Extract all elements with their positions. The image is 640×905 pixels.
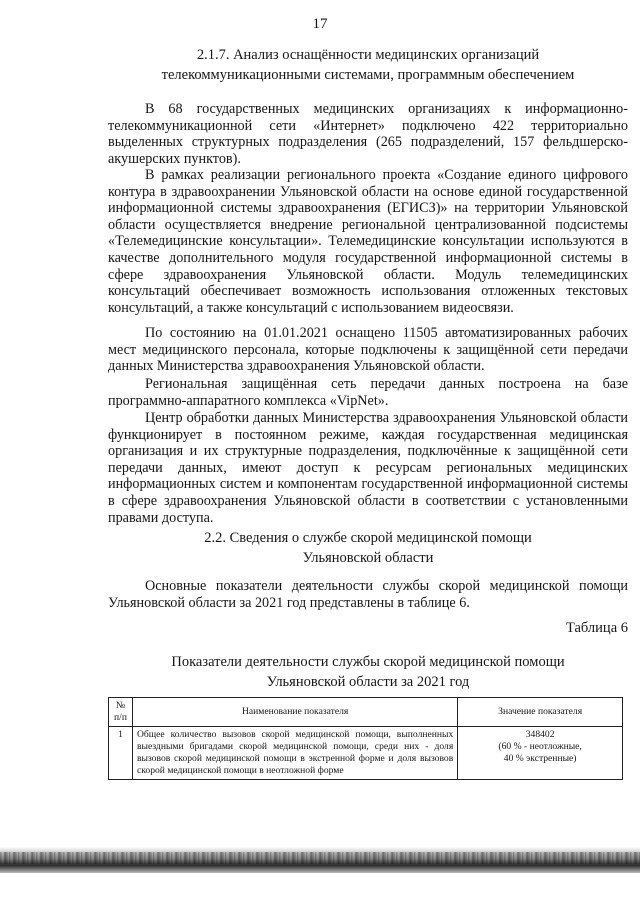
table-caption (108, 652, 628, 692)
table-label: Таблица 6 (565, 620, 628, 636)
page-number: 17 (312, 16, 328, 32)
indicators-table (108, 697, 623, 780)
header-num: № п/п (109, 698, 133, 727)
paragraph: По состоянию на 01.01.2021 оснащено 11505 автоматизированных рабочих мест медицинского персонала, которые подключены к защищённой сети передачи данных Министерства здравоохранения Ульяновской области. (108, 325, 628, 375)
heading-line: телекоммуникационными системами, программным обеспечением (161, 67, 575, 83)
row-value (458, 727, 623, 780)
scan-edge-noise (0, 852, 640, 864)
heading-line: 2.2. Сведения о службе скорой медицинской помощи (204, 530, 532, 546)
caption-line: Показатели деятельности службы скорой медицинской помощи (171, 654, 565, 670)
header-name: Наименование показателя (132, 698, 457, 727)
table-header-row (109, 698, 623, 727)
value-detail: (60 % - неотложные, (498, 741, 582, 752)
row-num: 1 (109, 727, 133, 780)
paragraph: Центр обработки данных Министерства здравоохранения Ульяновской области функционирует в постоянном режиме, каждая государственная медицинская организация и их структурные подразделения, подключённые к защищённой сети передачи данных, имеют доступ к ресурсам региональных медицинских информационных систем и компонентам государственной информационной системы в сфере здравоохранения Ульяновской области в соответствии с установленными правами доступа. (108, 410, 628, 526)
value-main: 348402 (525, 729, 555, 740)
row-name: Общее количество вызовов скорой медицинской помощи, выполненных выездными бригадами скорой медицинской помощи, среди них - доля вызовов скорой медицинской помощи в экстренной форме и доля вызовов скорой медицинской помощи в неотложной форме (132, 727, 457, 780)
paragraph: В рамках реализации регионального проекта «Создание единого цифрового контура в здравоохранении Ульяновской области на основе единой государственной информационной системы здравоохранения (ЕГИСЗ)» на территории Ульяновской области осуществляется внедрение региональной централизованной подсистемы «Телемедицинские консультации». Телемедицинские консультации используются в качестве дополнительного модуля государственной информационной системы в сфере здравоохранения Ульяновской области. Модуль телемедицинских консультаций обеспечивает возможность использования отложенных текстовых консультаций, а также консультаций с использованием видеосвязи. (108, 167, 628, 316)
section-heading-2-2 (108, 528, 628, 568)
paragraph: Региональная защищённая сеть передачи данных построена на базе программно-аппаратного комплекса «VipNet». (108, 376, 628, 409)
section-heading-2-1-7 (108, 45, 628, 85)
intro-paragraph: Основные показатели деятельности службы скорой медицинской помощи Ульяновской области за 2021 год представлены в таблице 6. (108, 578, 628, 611)
table-row (109, 727, 623, 780)
heading-line: 2.1.7. Анализ оснащённости медицинских организаций (196, 47, 540, 63)
value-detail: 40 % экстренные) (503, 753, 577, 764)
paragraph: В 68 государственных медицинских организациях к информационно-телекоммуникационной сети «Интернет» подключено 422 территориально выделенных структурных подразделения (265 подразделений, 157 фельдшерско-акушерских пунктов). (108, 101, 628, 167)
heading-line: Ульяновской области (302, 550, 434, 566)
header-value: Значение показателя (458, 698, 623, 727)
caption-line: Ульяновской области за 2021 год (266, 674, 470, 690)
